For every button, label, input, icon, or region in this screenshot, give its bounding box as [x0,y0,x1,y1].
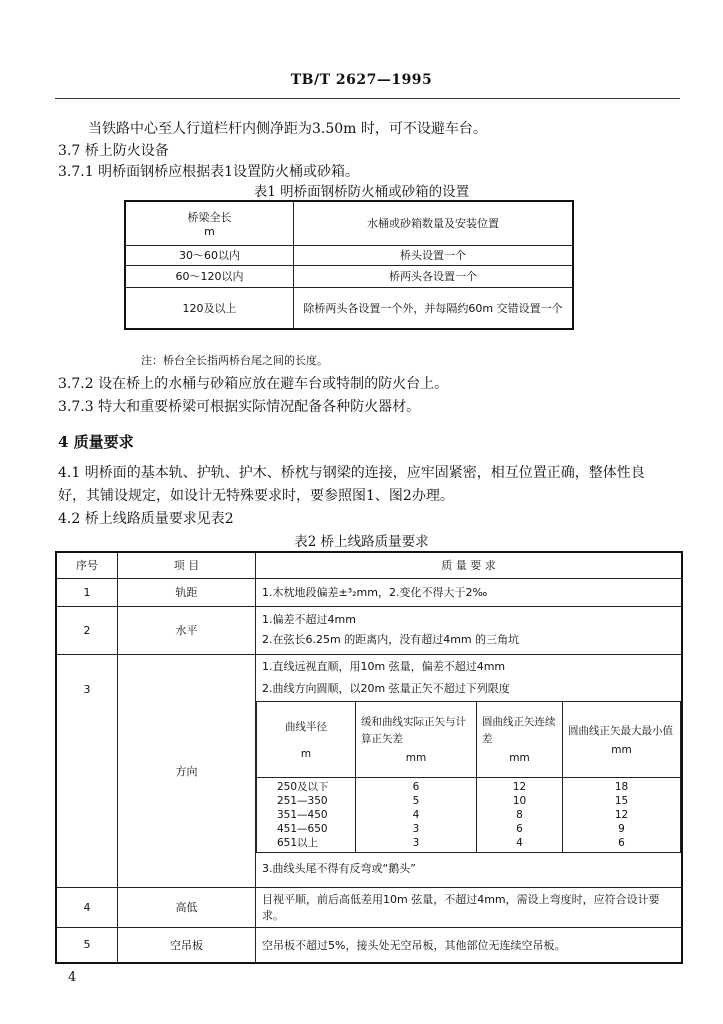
table1-setting: 桥头设置一个 [294,245,574,265]
curve-limits-values-row [257,777,681,852]
curve-maxmin-value: 15 [614,794,629,807]
row-item: 高低 [118,887,256,927]
curve-header-label: 圆曲线正矢最大最小值 [568,724,673,737]
section-3-7-3: 3.7.3 特大和重要桥梁可根据实际情况配备各种防火器材。 [58,399,421,415]
curve-transition-value: 6 [412,780,420,793]
table1-length: 120及以上 [125,287,294,329]
curve-radius: 451—650 [277,822,328,835]
row-req [256,606,683,654]
section-3-7: 3.7 桥上防火设备 [58,143,169,159]
table-row [56,606,682,654]
header-rule [55,98,680,99]
table-row [125,245,573,265]
table1-caption: 表1 明桥面钢桥防火桶或砂箱的设置 [253,184,470,200]
curve-continuous-value: 4 [516,836,523,849]
curve-limits-header-row [257,701,681,777]
curve-continuous-column [477,777,563,852]
row-no: 1 [56,578,118,606]
table2 [55,551,683,964]
curve-header-label: 圆曲线正矢连续差 [482,716,556,745]
curve-maxmin-value: 18 [614,780,629,793]
curve-continuous-value: 10 [512,794,527,807]
table1-col1-header [125,201,294,245]
row-no: 3 [56,654,118,887]
section-3-7-1: 3.7.1 明桥面钢桥应根据表1设置防火桶或砂箱。 [58,164,359,180]
table-row [56,927,682,963]
curve-maxmin-value: 9 [618,822,625,835]
curve-continuous-value: 12 [512,780,527,793]
curve-maxmin-value: 6 [618,836,625,849]
row-item: 空吊板 [118,927,256,963]
curve-header-unit: m [300,747,312,760]
row-no: 2 [56,606,118,654]
curve-radius: 251—350 [277,794,328,807]
table-row [125,287,573,329]
table-row [56,578,682,606]
curve-radius: 351—450 [277,808,328,821]
section-4-1-line1: 4.1 明桥面的基本轨、护轨、护木、桥枕与钢梁的连接，应牢固紧密，相互位置正确，整体性良 [58,465,645,481]
curve-continuous-value: 6 [516,822,523,835]
curve-header-unit: mm [405,752,427,764]
table2-header-req: 质 量 要 求 [256,552,683,578]
table2-header-item: 项 目 [118,552,256,578]
curve-maxmin-column [563,777,681,852]
paragraph-p1: 当铁路中心至人行道栏杆内侧净距为3.50m 时，可不设避车台。 [88,121,487,137]
section-3-7-2: 3.7.2 设在桥上的水桶与砂箱应放在避车台或特制的防火台上。 [58,376,449,392]
curve-radius: 651以上 [277,836,319,849]
section-4-2: 4.2 桥上线路质量要求见表2 [58,511,234,527]
row-no: 4 [56,887,118,927]
table1-setting: 除桥两头各设置一个外，并每隔约60m 交错设置一个 [294,287,574,329]
row-req-line: 1.直线远视直顺，用10m 弦量，偏差不超过4mm [262,659,506,673]
curve-header-radius [257,701,356,777]
table-row [56,887,682,927]
curve-transition-value: 3 [412,836,420,849]
table2-caption: 表2 桥上线路质量要求 [294,534,429,550]
curve-radius: 250及以下 [277,780,329,793]
table2-header-no: 序号 [56,552,118,578]
table1-col1-header-label: 桥梁全长 [187,210,232,224]
table2-header-row [56,552,682,578]
curve-transition-value: 5 [412,794,420,807]
curve-header-unit: mm [509,752,530,764]
curve-header-continuous [477,701,563,777]
section-4-1-line2: 好，其铺设规定，如设计无特殊要求时，要参照图1、图2办理。 [58,488,454,504]
row-req-direction [256,654,683,887]
section-4-heading: 4 质量要求 [58,433,134,451]
page-header: TB/T 2627—1995 [290,72,433,88]
table1-col1-header-unit: m [204,224,215,238]
row-item: 水平 [118,606,256,654]
curve-transition-value: 4 [412,808,420,821]
curve-maxmin-value: 12 [614,808,629,821]
row-req-line: 3.曲线头尾不得有反弯或“鹅头” [262,861,416,875]
curve-header-maxmin [563,701,681,777]
row-item: 方向 [118,654,256,887]
row-req-line: 2.在弦长6.25m 的距离内，没有超过4mm 的三角坑 [262,633,520,646]
curve-header-unit: mm [611,743,632,756]
table-row [56,654,682,887]
table1 [124,200,574,330]
row-item: 轨距 [118,578,256,606]
curve-transition-column [356,777,477,852]
curve-radius-column [257,777,356,852]
curve-limits-table [256,701,681,853]
row-req-line: 2.曲线方向圆顺，以20m 弦量正矢不超过下列限度 [262,681,510,695]
curve-header-label: 缓和曲线实际正矢与计算正矢差 [361,716,466,745]
curve-continuous-value: 8 [516,808,523,821]
table1-setting: 桥两头各设置一个 [294,265,574,287]
curve-transition-value: 3 [412,822,420,835]
curve-header-label: 曲线半径 [285,720,327,733]
table1-length: 30～60以内 [125,245,294,265]
row-no: 5 [56,927,118,963]
table-row [125,265,573,287]
row-req: 空吊板不超过5%，接头处无空吊板，其他部位无连续空吊板。 [256,927,683,963]
page-number: 4 [68,970,77,985]
row-req: 1.木枕地段偏差±³₂mm，2.变化不得大于2‰ [256,578,683,606]
curve-header-transition [356,701,477,777]
table1-note: 注：桥台全长指两桥台尾之间的长度。 [141,354,328,367]
table1-length: 60～120以内 [125,265,294,287]
row-req-line: 1.偏差不超过4mm [262,613,356,626]
row-req: 目视平顺，前后高低差用10m 弦量，不超过4mm，需设上弯度时，应符合设计要求。 [256,887,683,927]
table1-col2-header: 水桶或砂箱数量及安装位置 [294,201,574,245]
